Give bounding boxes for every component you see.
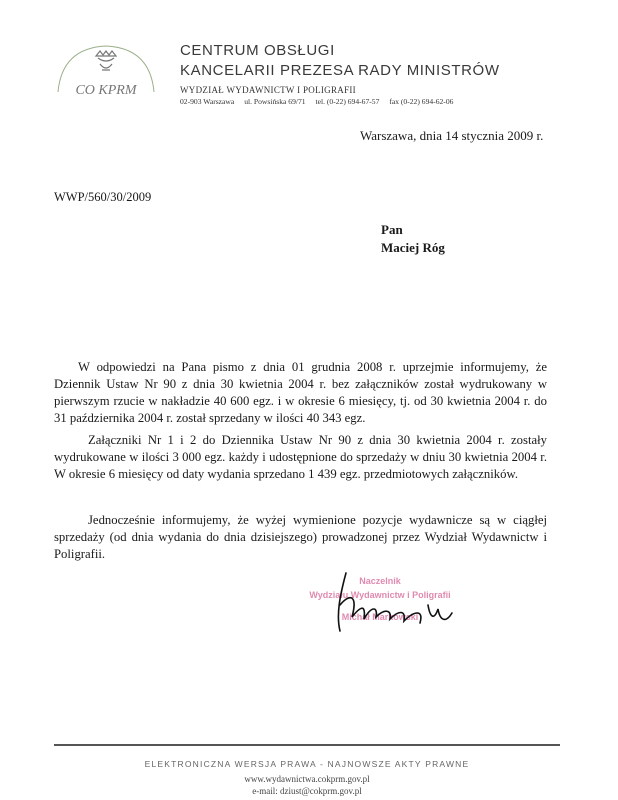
footer-tagline: ELEKTRONICZNA WERSJA PRAWA - NAJNOWSZE AKTY PRAWNE — [144, 759, 470, 769]
address-street: ul. Powsińska 69/71 — [244, 97, 306, 106]
recipient-name: Maciej Róg — [381, 240, 445, 255]
body-paragraph: W odpowiedzi na Pana pismo z dnia 01 grudnia 2008 r. uprzejmie informujemy, że Dziennik Ustaw Nr 90 z dnia 30 kwietnia 2004 r. bez załączników został wydrukowany w pierwszym rzucie w nakładzie 40 600 egz. i w okresie 6 miesięcy, tj. od 30 kwietnia 2004 r. do 31 października 2004 r. został sprzedany w ilości 40 343 egz. — [54, 360, 547, 425]
address-phone: tel. (0-22) 694-67-57 — [315, 97, 380, 106]
address-fax: fax (0-22) 694-62-06 — [389, 97, 454, 106]
footer-divider — [54, 744, 560, 746]
reference-number: WWP/560/30/2009 — [54, 190, 152, 204]
stamp-name: Michał Markowski — [341, 612, 419, 622]
date-line: Warszawa, dnia 14 stycznia 2009 r. — [360, 128, 544, 143]
stamp-department: Wydziału Wydawnictw i Poligrafii — [309, 590, 451, 600]
recipient-title: Pan — [381, 222, 403, 237]
footer-website: www.wydawnictwa.cokprm.gov.pl — [244, 774, 370, 784]
footer-email: e-mail: dziust@cokprm.gov.pl — [252, 786, 362, 796]
body-paragraph: Załączniki Nr 1 i 2 do Dziennika Ustaw Nr 90 z dnia 30 kwietnia 2004 r. zostały wydrukowane w ilości 3 000 egz. każdy i udostępnione do sprzedaży w dniu 30 kwietnia 2004 r. W okresie 6 miesięcy od daty wydania sprzedano 1 439 egz. przedmiotowych załączników. — [54, 433, 547, 481]
body-paragraph: Jednocześnie informujemy, że wyżej wymienione pozycje wydawnicze są w ciągłej sprzedaży (od dnia wydania do dnia dzisiejszego) prowadzonej przez Wydział Wydawnictw i Poligrafii. — [54, 513, 547, 561]
handwritten-signature — [306, 565, 466, 637]
address-line — [180, 97, 461, 106]
org-name-line1: CENTRUM OBSŁUGI — [180, 42, 335, 59]
cokprm-logo — [52, 42, 160, 104]
department-name: WYDZIAŁ WYDAWNICTW I POLIGRAFII — [180, 85, 356, 95]
stamp-title: Naczelnik — [359, 576, 401, 586]
address-city: 02-903 Warszawa — [180, 97, 235, 106]
svg-text:CO KPRM: CO KPRM — [75, 83, 137, 98]
org-name-line2: KANCELARII PREZESA RADY MINISTRÓW — [180, 62, 500, 79]
